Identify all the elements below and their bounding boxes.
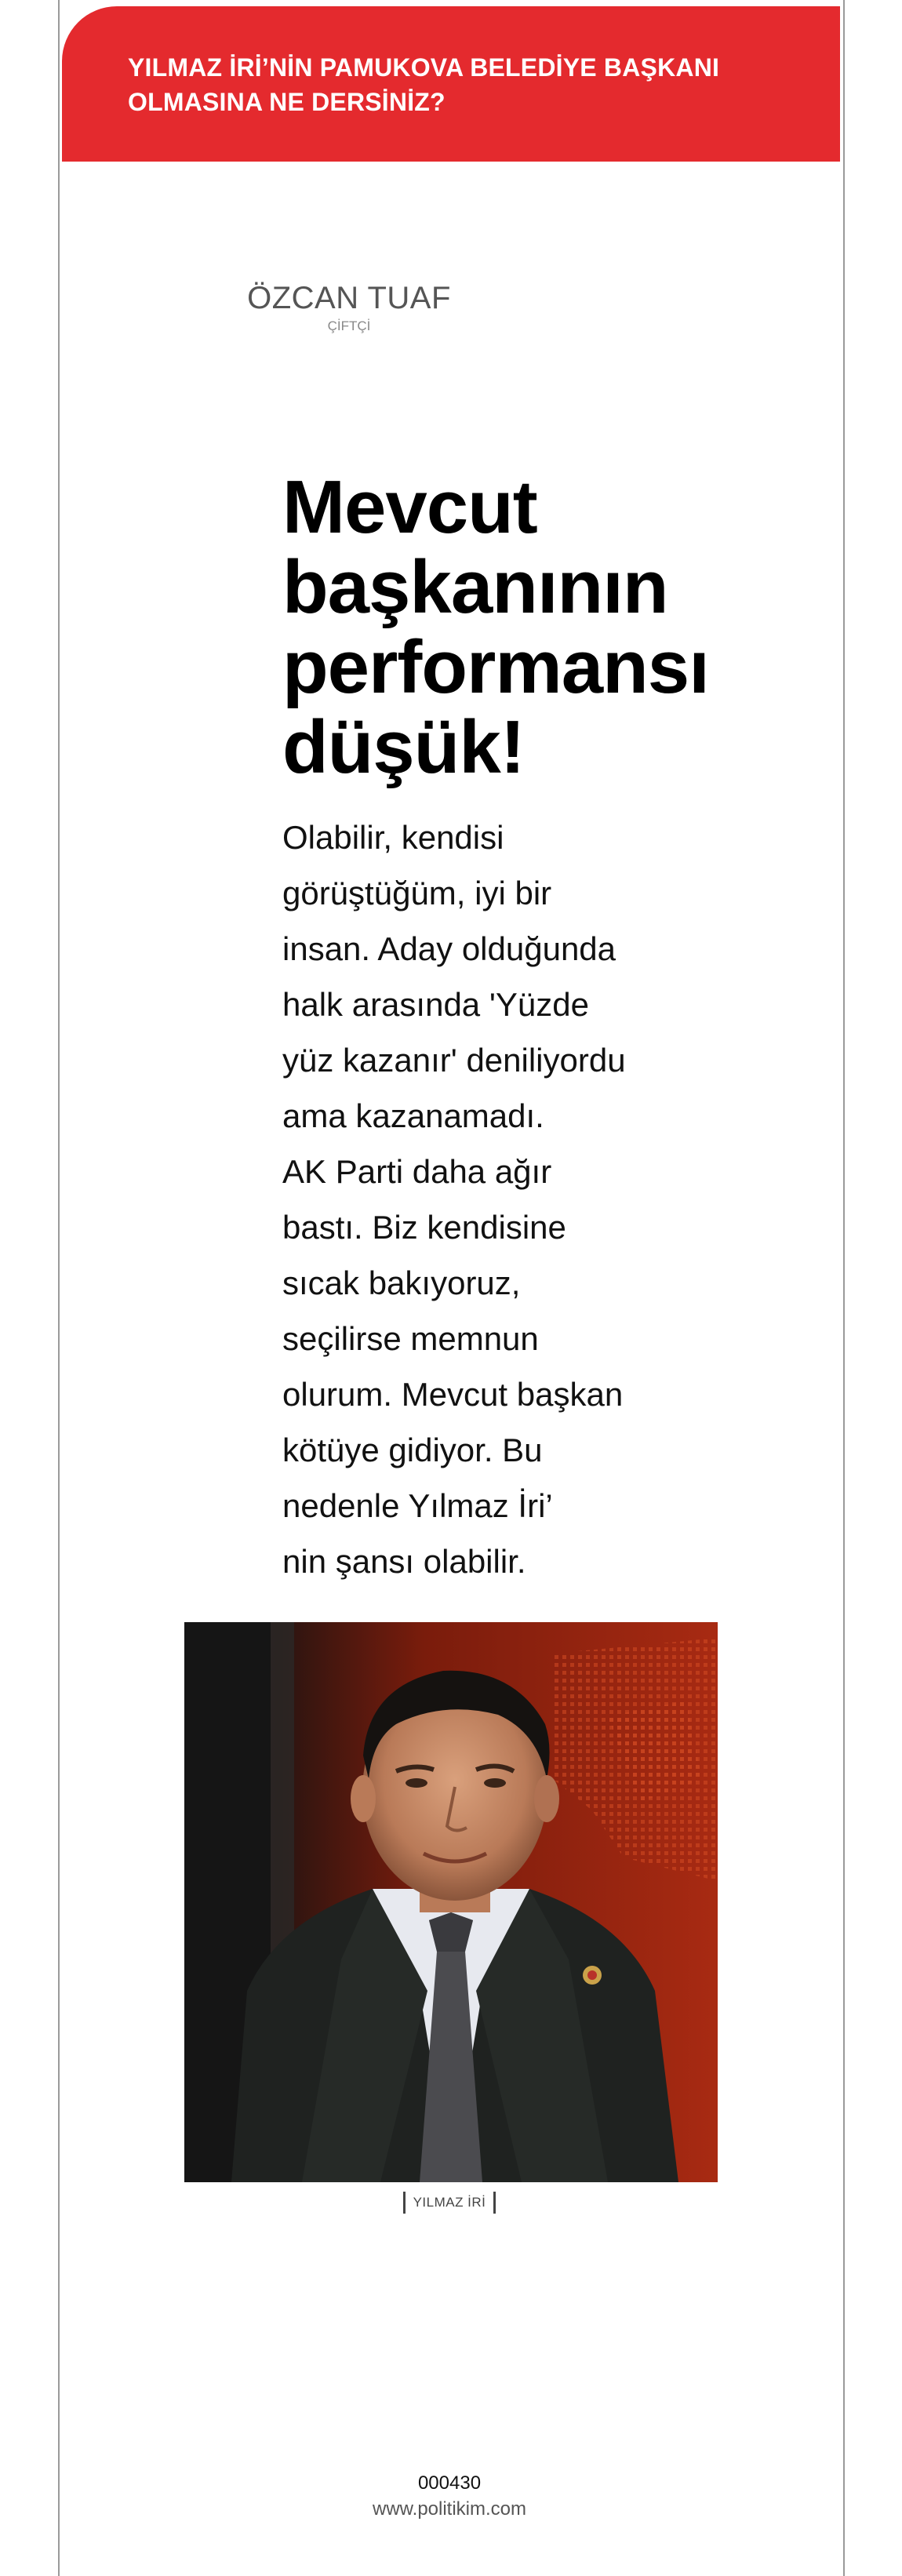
body-line: sıcak bakıyoruz,	[282, 1264, 521, 1301]
header-title: YILMAZ İRİ’NİN PAMUKOVA BELEDİYE BAŞKANI OLMASINA NE DERSİNİZ?	[128, 53, 720, 116]
caption-bar-right	[493, 2192, 496, 2214]
person-role: ÇİFTÇİ	[327, 318, 371, 333]
portrait-illustration	[184, 1622, 718, 2182]
headline-line: performansı	[282, 625, 709, 709]
body-line: halk arasında 'Yüzde	[282, 986, 589, 1023]
page-footer	[0, 2471, 900, 2523]
person-name: ÖZCAN TUAF	[247, 281, 451, 315]
page-number: 000430	[417, 2472, 482, 2494]
site-url[interactable]: www.politikim.com	[372, 2498, 527, 2520]
body-line: ama kazanamadı.	[282, 1097, 544, 1134]
body-line: insan. Aday olduğunda	[282, 930, 616, 967]
headline-line: Mevcut	[282, 465, 537, 549]
portrait-photo	[184, 1622, 718, 2182]
headline	[282, 465, 722, 789]
caption-text: YILMAZ İRİ	[413, 2195, 486, 2210]
body-line: olurum. Mevcut başkan	[282, 1376, 624, 1413]
body-line: görüştüğüm, iyi bir	[282, 875, 552, 911]
photo-caption	[0, 2192, 900, 2214]
headline-line: başkanının	[282, 545, 668, 629]
body-line: Olabilir, kendisi	[282, 819, 504, 856]
body-line: yüz kazanır' deniliyordu	[282, 1042, 626, 1079]
body-line: bastı. Biz kendisine	[282, 1209, 566, 1246]
body-line: nedenle Yılmaz İri’	[282, 1487, 553, 1524]
article-body	[282, 810, 675, 1589]
header-banner	[62, 6, 840, 162]
body-line: seçilirse memnun	[282, 1320, 539, 1357]
body-line: kötüye gidiyor. Bu	[282, 1432, 543, 1468]
page-frame-right	[843, 0, 845, 2576]
body-line: nin şansı olabilir.	[282, 1543, 526, 1580]
page-frame-left	[58, 0, 60, 2576]
headline-line: düşük!	[282, 705, 525, 789]
body-line: AK Parti daha ağır	[282, 1153, 552, 1190]
person-block	[0, 279, 800, 334]
caption-bar-left	[403, 2192, 406, 2214]
